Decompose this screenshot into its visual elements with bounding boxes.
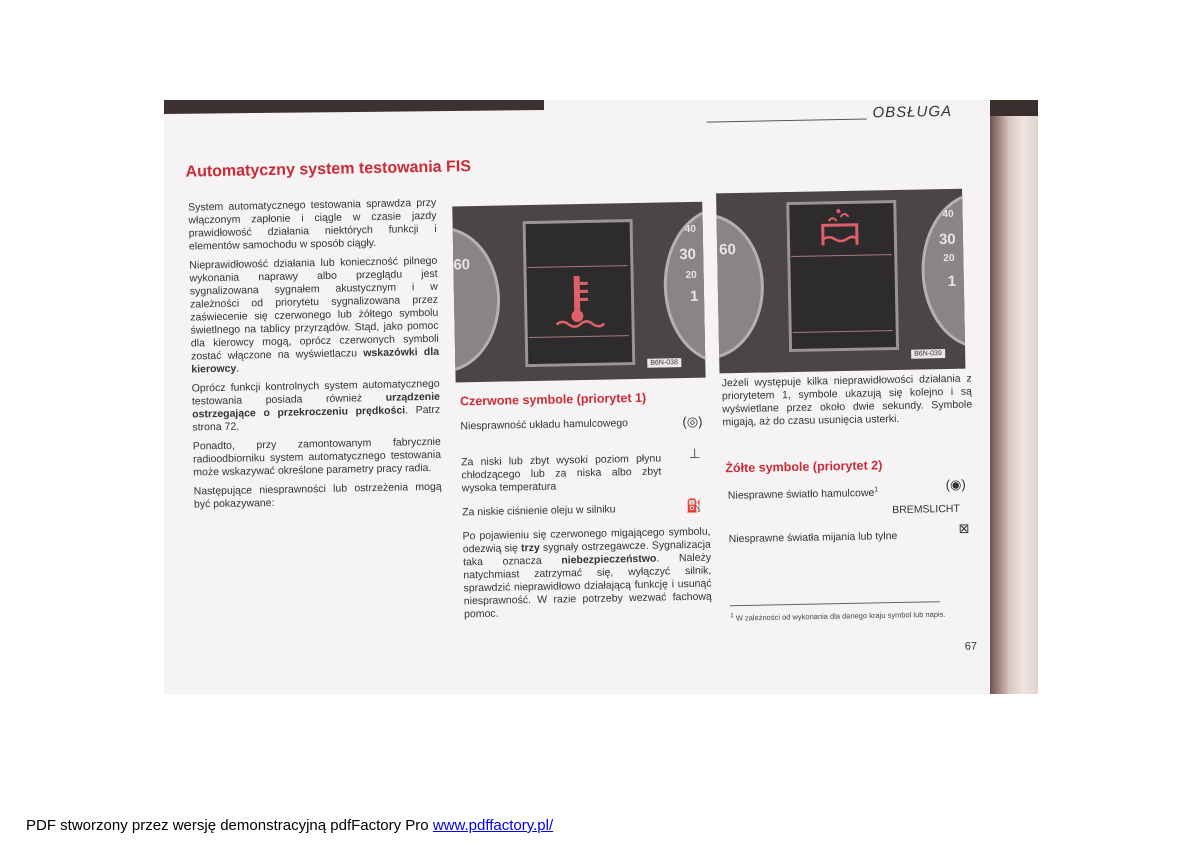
brake-light-item: Niesprawne światło hamulcowe$^1$ bbox=[727, 486, 879, 502]
paragraph: Nieprawidłowość działania lub konieczność pilnego wykonania naprawy albo przeglądu jest sygnalizowana sygnałem akustycznym i w zależności od priorytetu sygnalizowana przez zaświecenie się czerwonego lub żółtego symbolu świetlnego na tablicy przyrządów. Stąd, jako pomoc dla kierowcy mogą, oprócz czerwonych symboli zostać włączone na wyświetlaczu wskazówki dla kierowcy. bbox=[189, 254, 440, 376]
left-column bbox=[188, 197, 442, 518]
paragraph: System automatycznego testowania sprawdza przy włączonym zapłonie i ciągle w czasie jazdy prawidłowość działania niektórych funkcji i elementów samochodu w sposób ciągły. bbox=[188, 196, 437, 253]
gauge-number: 20 bbox=[943, 252, 955, 265]
instrument-photo-coolant-level bbox=[716, 189, 965, 374]
bremslicht-text: BREMSLICHT bbox=[892, 502, 960, 517]
scanned-page bbox=[164, 100, 1038, 694]
gauge-number: 20 bbox=[685, 269, 697, 282]
instrument-photo-coolant bbox=[452, 202, 705, 383]
header-rule bbox=[707, 119, 867, 123]
figure-tag: B6N-039 bbox=[911, 349, 945, 359]
brake-light-icon: (◉) bbox=[945, 476, 966, 493]
gauge-number: 40 bbox=[942, 208, 954, 221]
manual-page bbox=[164, 100, 1000, 694]
oil-can-icon: ⛽ bbox=[685, 497, 703, 514]
speedometer-gauge bbox=[452, 226, 501, 374]
coolant-warning-icon bbox=[554, 274, 605, 333]
page-number: 67 bbox=[964, 640, 978, 653]
paragraph: Ponadto, przy zamontowanym fabrycznie radioodbiorniku system automatycznego testowania może wskazywać określone parametry pracy radia. bbox=[192, 435, 442, 479]
footnote-rule bbox=[730, 601, 940, 606]
red-symbols-heading: Czerwone symbole (priorytet 1) bbox=[459, 390, 647, 409]
pdf-footer-link[interactable]: www.pdffactory.pl/ bbox=[432, 817, 554, 834]
coolant-icon: ⊥ bbox=[688, 445, 701, 461]
lights-item: Niesprawne światła mijania lub tylne bbox=[728, 530, 898, 546]
section-name: OBSŁUGA bbox=[872, 102, 953, 122]
red-item: Niesprawność układu hamulcowego bbox=[460, 417, 629, 433]
scan-shadow-corner bbox=[990, 100, 1038, 116]
paragraph: Oprócz funkcji kontrolnych system automatycznego testowania posiada również urządzenie ostrzegające o przekroczeniu prędkości. Patrz strona 72. bbox=[191, 377, 441, 434]
red-item: Za niski lub zbyt wysoki poziom płynu chłodzącego lub za niska albo zbyt wysoka temperatura bbox=[461, 452, 662, 495]
gauge-number: 60 bbox=[453, 256, 471, 274]
speedometer-gauge bbox=[716, 213, 765, 361]
pdf-footer-text: PDF stworzony przez wersję demonstracyjną pdfFactory Pro bbox=[26, 817, 433, 834]
gauge-number: 30 bbox=[938, 230, 956, 249]
right-paragraph: Jeżeli występuje kilka nieprawidłowości działania z priorytetem 1, symbole ukazują się kolejno i są wyświetlane przez około dwie sekundy. Symbole migają, aż do czasu usunięcia usterki. bbox=[721, 372, 973, 429]
gauge-number: 1 bbox=[947, 272, 957, 290]
gauge-number: 30 bbox=[679, 245, 697, 264]
footnote: $^1$ W zależności od wykonania dla danego kraju symbol lub napis. bbox=[730, 609, 946, 623]
paragraph: Następujące niesprawności lub ostrzeżenia mogą być pokazywane: bbox=[193, 480, 442, 511]
figure-tag: B6N-038 bbox=[647, 358, 681, 368]
brake-icon: (◎) bbox=[682, 413, 703, 430]
page-title: Automatyczny system testowania FIS bbox=[185, 158, 472, 181]
pdf-footer bbox=[26, 817, 553, 834]
bulb-failure-icon: ⊠ bbox=[958, 520, 970, 536]
yellow-symbols-heading: Żółte symbole (priorytet 2) bbox=[725, 458, 883, 476]
gauge-number: 60 bbox=[718, 241, 736, 259]
coolant-level-icon bbox=[814, 207, 865, 252]
gauge-number: 1 bbox=[689, 287, 699, 305]
red-warning-paragraph: Po pojawieniu się czerwonego migającego symbolu, odezwią się trzy sygnały ostrzegawcze. Sygnalizacja taka oznacza niebezpieczeństwo. Należy natychmiast zatrzymać się, wyłączyć silnik, sprawdzić nieprawidłowo działającą funkcję i usunąć niesprawność. W razie potrzeby wezwać fachową pomoc. bbox=[462, 525, 712, 621]
gauge-number: 40 bbox=[684, 223, 696, 236]
red-item: Za niskie ciśnienie oleju w silniku bbox=[462, 503, 616, 519]
